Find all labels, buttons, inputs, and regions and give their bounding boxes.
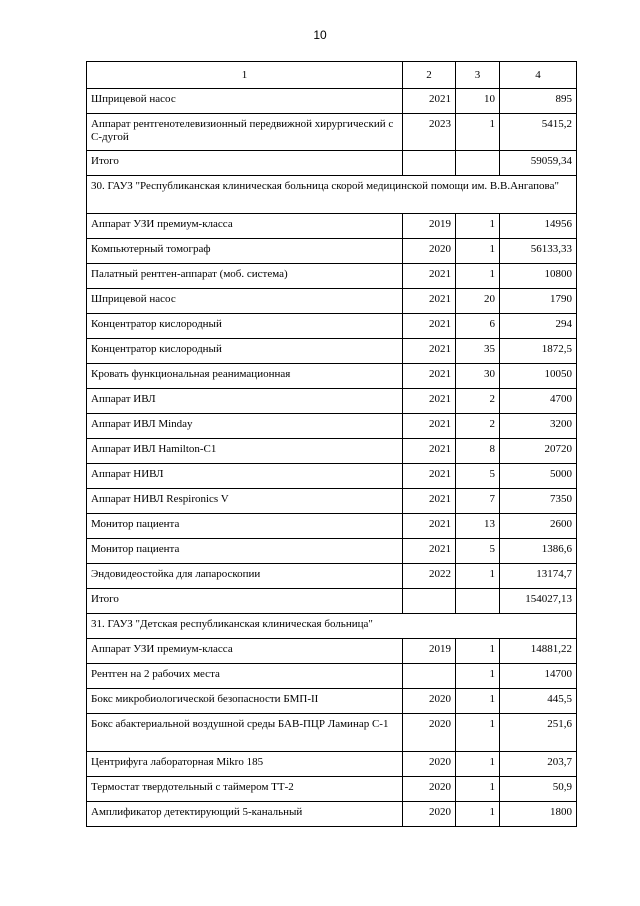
cell-sum: 14700 xyxy=(500,664,577,689)
cell-qty: 1 xyxy=(456,777,500,802)
cell-qty: 8 xyxy=(456,439,500,464)
table-row xyxy=(87,264,577,289)
cell-year: 2021 xyxy=(403,539,456,564)
cell-qty: 30 xyxy=(456,364,500,389)
cell-name: Аппарат рентгенотелевизионный передвижной хирургический с С-дугой xyxy=(87,114,403,151)
cell-name: Итого xyxy=(87,151,403,176)
total-row xyxy=(87,151,577,176)
cell-name: Концентратор кислородный xyxy=(87,314,403,339)
cell-qty: 2 xyxy=(456,414,500,439)
cell-qty: 1 xyxy=(456,564,500,589)
cell-sum: 56133,33 xyxy=(500,239,577,264)
table-row xyxy=(87,564,577,589)
cell-name: Кровать функциональная реанимационная xyxy=(87,364,403,389)
cell-year xyxy=(403,151,456,176)
cell-year: 2021 xyxy=(403,364,456,389)
cell-year: 2021 xyxy=(403,389,456,414)
table-body xyxy=(87,62,577,827)
cell-name: Аппарат НИВЛ Respironics V xyxy=(87,489,403,514)
cell-qty: 5 xyxy=(456,464,500,489)
cell-qty: 1 xyxy=(456,214,500,239)
cell-qty: 10 xyxy=(456,89,500,114)
cell-sum: 1800 xyxy=(500,802,577,827)
cell-sum: 13174,7 xyxy=(500,564,577,589)
cell-name: Концентратор кислородный xyxy=(87,339,403,364)
table-row xyxy=(87,639,577,664)
cell-qty: 20 xyxy=(456,289,500,314)
total-row xyxy=(87,589,577,614)
cell-sum: 5415,2 xyxy=(500,114,577,151)
cell-sum: 7350 xyxy=(500,489,577,514)
cell-sum: 154027,13 xyxy=(500,589,577,614)
cell-year: 2020 xyxy=(403,752,456,777)
cell-qty: 1 xyxy=(456,239,500,264)
cell-qty: 7 xyxy=(456,489,500,514)
cell-year: 2020 xyxy=(403,777,456,802)
cell-year: 2021 xyxy=(403,489,456,514)
table-row xyxy=(87,339,577,364)
cell-sum: 2600 xyxy=(500,514,577,539)
cell-name: Аппарат УЗИ премиум-класса xyxy=(87,214,403,239)
cell-name: Эндовидеостойка для лапароскопии xyxy=(87,564,403,589)
cell-name: Аппарат УЗИ премиум-класса xyxy=(87,639,403,664)
section-title: 30. ГАУЗ "Республиканская клиническая больница скорой медицинской помощи им. В.В.Ангапова" xyxy=(87,176,577,214)
cell-year: 2020 xyxy=(403,714,456,752)
cell-sum: 3200 xyxy=(500,414,577,439)
cell-year: 2021 xyxy=(403,314,456,339)
cell-qty: 6 xyxy=(456,314,500,339)
table-row xyxy=(87,364,577,389)
cell-sum: 20720 xyxy=(500,439,577,464)
cell-year: 2023 xyxy=(403,114,456,151)
table-row xyxy=(87,239,577,264)
cell-name: Аппарат ИВЛ Hamilton-C1 xyxy=(87,439,403,464)
cell-sum: 10800 xyxy=(500,264,577,289)
cell-sum: 251,6 xyxy=(500,714,577,752)
equipment-table xyxy=(86,61,577,827)
cell-year: 2020 xyxy=(403,239,456,264)
cell-name: Центрифуга лабораторная Mikro 185 xyxy=(87,752,403,777)
cell-name: Монитор пациента xyxy=(87,539,403,564)
cell-qty: 35 xyxy=(456,339,500,364)
cell-sum: 895 xyxy=(500,89,577,114)
cell-name: Бокс абактериальной воздушной среды БАВ-ПЦР Ламинар С-1 xyxy=(87,714,403,752)
header-col-2: 2 xyxy=(403,62,456,89)
cell-sum: 203,7 xyxy=(500,752,577,777)
table-row xyxy=(87,439,577,464)
cell-sum: 1790 xyxy=(500,289,577,314)
cell-name: Рентген на 2 рабочих места xyxy=(87,664,403,689)
cell-qty: 1 xyxy=(456,752,500,777)
cell-year: 2020 xyxy=(403,802,456,827)
cell-year: 2021 xyxy=(403,289,456,314)
cell-sum: 10050 xyxy=(500,364,577,389)
cell-name: Итого xyxy=(87,589,403,614)
section-row xyxy=(87,614,577,639)
cell-name: Бокс микробиологической безопасности БМП-II xyxy=(87,689,403,714)
section-row xyxy=(87,176,577,214)
table-row xyxy=(87,802,577,827)
cell-sum: 14881,22 xyxy=(500,639,577,664)
table-row xyxy=(87,89,577,114)
cell-year: 2021 xyxy=(403,339,456,364)
cell-year: 2021 xyxy=(403,464,456,489)
cell-name: Аппарат ИВЛ xyxy=(87,389,403,414)
cell-name: Палатный рентген-аппарат (моб. система) xyxy=(87,264,403,289)
cell-qty xyxy=(456,589,500,614)
cell-qty: 1 xyxy=(456,639,500,664)
cell-name: Шприцевой насос xyxy=(87,289,403,314)
cell-qty: 13 xyxy=(456,514,500,539)
cell-sum: 50,9 xyxy=(500,777,577,802)
cell-qty: 1 xyxy=(456,664,500,689)
section-title: 31. ГАУЗ "Детская республиканская клиническая больница" xyxy=(87,614,577,639)
cell-sum: 5000 xyxy=(500,464,577,489)
cell-year: 2019 xyxy=(403,214,456,239)
cell-year: 2021 xyxy=(403,89,456,114)
cell-year: 2021 xyxy=(403,439,456,464)
cell-name: Аппарат ИВЛ Minday xyxy=(87,414,403,439)
cell-qty xyxy=(456,151,500,176)
cell-name: Аппарат НИВЛ xyxy=(87,464,403,489)
cell-sum: 14956 xyxy=(500,214,577,239)
table-row xyxy=(87,289,577,314)
cell-year: 2021 xyxy=(403,514,456,539)
cell-qty: 1 xyxy=(456,264,500,289)
cell-qty: 1 xyxy=(456,689,500,714)
cell-sum: 4700 xyxy=(500,389,577,414)
table-row xyxy=(87,314,577,339)
cell-year: 2021 xyxy=(403,264,456,289)
header-row xyxy=(87,62,577,89)
cell-year: 2020 xyxy=(403,689,456,714)
cell-year: 2019 xyxy=(403,639,456,664)
cell-year: 2022 xyxy=(403,564,456,589)
cell-sum: 1386,6 xyxy=(500,539,577,564)
cell-qty: 1 xyxy=(456,802,500,827)
page-number: 10 xyxy=(313,28,327,42)
table-row xyxy=(87,714,577,752)
table-row xyxy=(87,664,577,689)
table-row xyxy=(87,114,577,151)
cell-name: Амплификатор детектирующий 5-канальный xyxy=(87,802,403,827)
cell-name: Монитор пациента xyxy=(87,514,403,539)
cell-year xyxy=(403,589,456,614)
table-row xyxy=(87,777,577,802)
cell-sum: 1872,5 xyxy=(500,339,577,364)
table-row xyxy=(87,414,577,439)
cell-year: 2021 xyxy=(403,414,456,439)
table-row xyxy=(87,514,577,539)
table-row xyxy=(87,389,577,414)
cell-name: Шприцевой насос xyxy=(87,89,403,114)
cell-name: Компьютерный томограф xyxy=(87,239,403,264)
cell-name: Термостат твердотельный с таймером ТТ-2 xyxy=(87,777,403,802)
cell-sum: 294 xyxy=(500,314,577,339)
table-row xyxy=(87,489,577,514)
table-row xyxy=(87,752,577,777)
cell-qty: 2 xyxy=(456,389,500,414)
header-col-4: 4 xyxy=(500,62,577,89)
table-row xyxy=(87,539,577,564)
cell-year xyxy=(403,664,456,689)
cell-qty: 1 xyxy=(456,114,500,151)
table-row xyxy=(87,689,577,714)
header-col-3: 3 xyxy=(456,62,500,89)
table-row xyxy=(87,464,577,489)
cell-sum: 445,5 xyxy=(500,689,577,714)
table-row xyxy=(87,214,577,239)
cell-qty: 1 xyxy=(456,714,500,752)
header-col-1: 1 xyxy=(87,62,403,89)
cell-qty: 5 xyxy=(456,539,500,564)
cell-sum: 59059,34 xyxy=(500,151,577,176)
